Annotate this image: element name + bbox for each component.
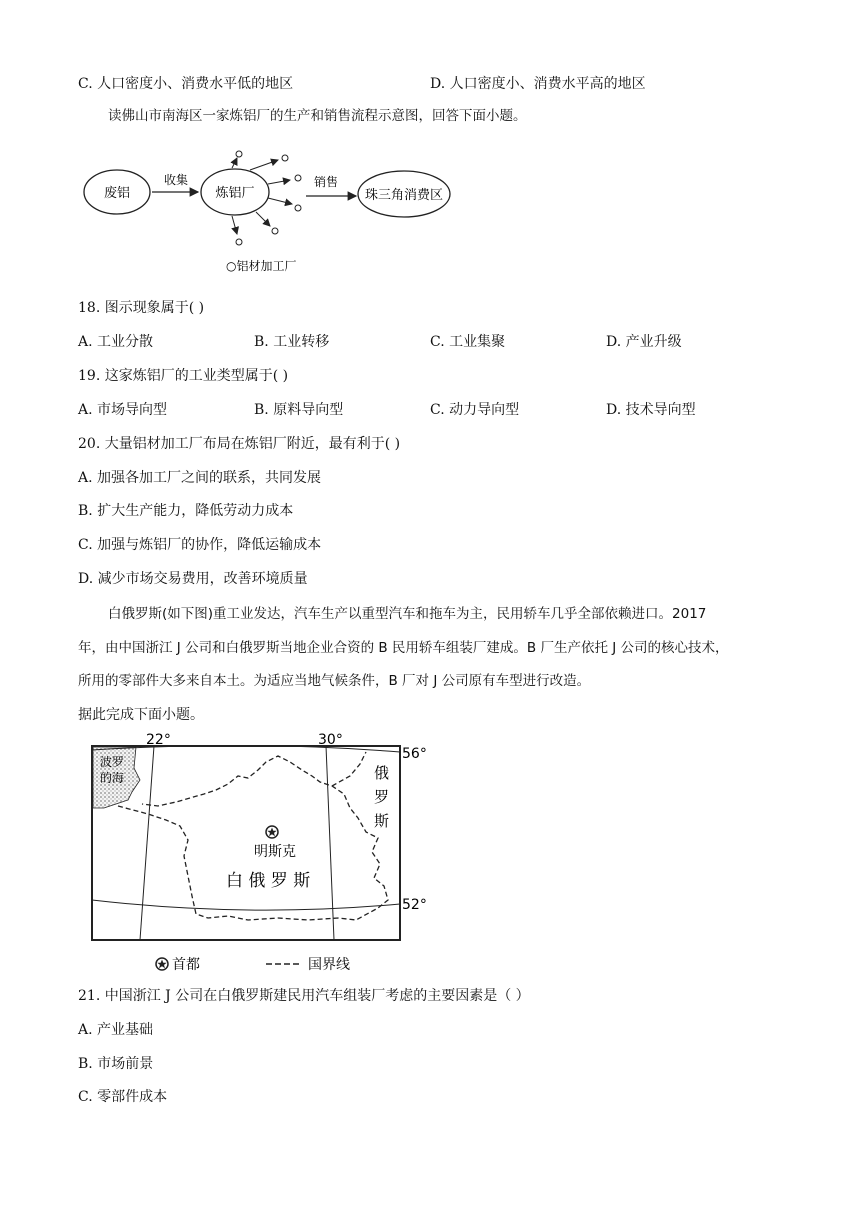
q19-stem: 19. 这家炼铝厂的工业类型属于( ) [78,368,289,384]
passage-line-4: 据此完成下面小题。 [78,707,204,723]
q19-option-d: D. 技术导向型 [606,402,696,418]
lon-22-label: 22° [146,732,171,748]
plant-arrow [268,180,290,184]
q19-option-b: B. 原料导向型 [254,402,344,418]
legend-border-label: 国界线 [308,957,350,973]
q18-option-a: A. 工业分散 [78,334,154,350]
flow-diagram [80,140,460,275]
plant-arrow [232,216,237,234]
q20-option-b: B. 扩大生产能力，降低劳动力成本 [78,503,294,519]
baltic-label-1: 波罗 [100,755,125,769]
smelter-label: 炼铝厂 [215,186,255,201]
q18-option-c: C. 工业集聚 [430,334,506,350]
plant-arrow [250,160,278,170]
q18-stem: 18. 图示现象属于( ) [78,300,205,316]
plant-circle [236,151,242,157]
russia-label-2: 罗 [374,788,390,806]
q21-stem: 21. 中国浙江 J 公司在白俄罗斯建民用汽车组装厂考虑的主要因素是（ ） [78,988,530,1004]
plant-circle [272,228,278,234]
q21-option-b: B. 市场前景 [78,1056,154,1072]
legend-capital-label: 首都 [172,957,200,973]
passage-line-1: 白俄罗斯(如下图)重工业发达，汽车生产以重型汽车和拖车为主，民用轿车几乎全部依赖进口。2017 [108,606,707,622]
plant-arrow [268,198,292,204]
intro-text: 读佛山市南海区一家炼铝厂的生产和销售流程示意图，回答下面小题。 [108,108,527,124]
q19-option-a: A. 市场导向型 [78,402,168,418]
q19-option-c: C. 动力导向型 [430,402,520,418]
q20-stem: 20. 大量铝材加工厂布局在炼铝厂附近，最有利于( ) [78,436,401,452]
option-d: D. 人口密度小、消费水平高的地区 [430,76,646,92]
q18-option-d: D. 产业升级 [606,334,682,350]
lat-56-label: 56° [402,746,427,762]
q20-option-a: A. 加强各加工厂之间的联系，共同发展 [78,470,322,486]
flow-legend: ○铝材加工厂 [226,259,297,273]
russia-label-1: 俄 [374,764,390,782]
plant-circle [295,205,301,211]
q18-option-b: B. 工业转移 [254,334,330,350]
plant-circle [282,155,288,161]
collect-label: 收集 [163,173,189,187]
passage-line-3: 所用的零部件大多来自本土。为适应当地气候条件，B 厂对 J 公司原有车型进行改造。 [78,673,591,689]
waste-label: 废铝 [103,186,131,201]
q20-option-c: C. 加强与炼铝厂的协作，降低运输成本 [78,537,322,553]
q20-option-d: D. 减少市场交易费用，改善环境质量 [78,571,308,587]
market-label: 珠三角消费区 [364,188,444,203]
plant-arrow [256,212,270,226]
q21-option-c: C. 零部件成本 [78,1089,168,1105]
plant-circle [236,239,242,245]
russia-label-3: 斯 [374,812,390,830]
q21-option-a: A. 产业基础 [78,1022,154,1038]
option-c: C. 人口密度小、消费水平低的地区 [78,76,294,92]
belarus-map [88,728,438,978]
passage-line-2: 年，由中国浙江 J 公司和白俄罗斯当地企业合资的 B 民用轿车组装厂建成。B 厂生产依托 J 公司的核心技术， [78,640,729,656]
lon-30-label: 30° [318,732,343,748]
capital-label: 明斯克 [254,844,296,860]
baltic-label-2: 的海 [100,771,125,785]
lat-52-label: 52° [402,897,427,913]
plant-arrow [232,158,237,168]
sell-label: 销售 [313,175,339,189]
plant-circle [295,175,301,181]
country-label: 白 俄 罗 斯 [226,871,311,891]
map-frame [92,746,400,940]
